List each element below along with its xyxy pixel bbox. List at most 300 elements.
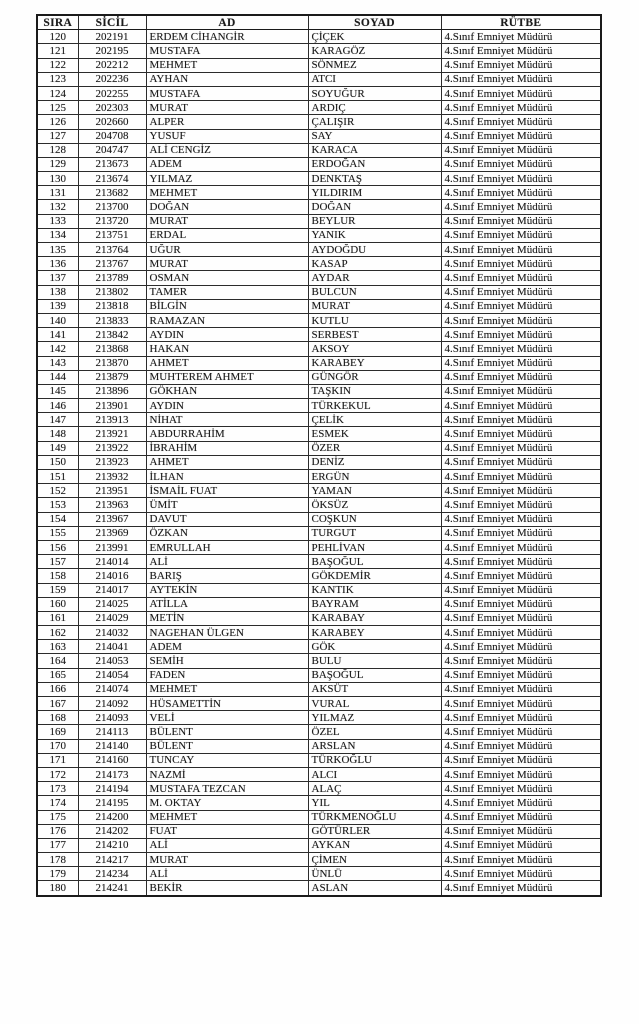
table-row (37, 824, 601, 838)
cell-sira: 146 (37, 399, 78, 413)
cell-ad: TUNCAY (146, 753, 308, 767)
table-row (37, 285, 601, 299)
table-row (37, 356, 601, 370)
table-row (37, 810, 601, 824)
cell-ad: ALPER (146, 115, 308, 129)
cell-sira: 142 (37, 342, 78, 356)
table-row (37, 214, 601, 228)
cell-soyad: BEYLUR (308, 214, 441, 228)
cell-rutbe: 4.Sınıf Emniyet Müdürü (441, 143, 601, 157)
cell-sicil: 202195 (78, 44, 146, 58)
cell-sicil: 213868 (78, 342, 146, 356)
cell-ad: BÜLENT (146, 725, 308, 739)
cell-rutbe: 4.Sınıf Emniyet Müdürü (441, 129, 601, 143)
cell-sira: 135 (37, 243, 78, 257)
table-row (37, 711, 601, 725)
table-row (37, 555, 601, 569)
table-row (37, 540, 601, 554)
cell-sira: 160 (37, 597, 78, 611)
cell-sira: 175 (37, 810, 78, 824)
cell-soyad: BAYRAM (308, 597, 441, 611)
cell-rutbe: 4.Sınıf Emniyet Müdürü (441, 697, 601, 711)
cell-soyad: ALCI (308, 767, 441, 781)
cell-soyad: ÖZER (308, 441, 441, 455)
cell-ad: ALİ (146, 838, 308, 852)
cell-soyad: YANIK (308, 228, 441, 242)
cell-sicil: 213802 (78, 285, 146, 299)
cell-sicil: 214053 (78, 654, 146, 668)
cell-rutbe: 4.Sınıf Emniyet Müdürü (441, 470, 601, 484)
column-header-rutbe: RÜTBE (441, 15, 601, 30)
cell-soyad: AKSOY (308, 342, 441, 356)
cell-ad: ADEM (146, 640, 308, 654)
table-row (37, 399, 601, 413)
cell-sira: 154 (37, 512, 78, 526)
cell-sicil: 202255 (78, 86, 146, 100)
cell-sicil: 213674 (78, 172, 146, 186)
cell-ad: AYTEKİN (146, 583, 308, 597)
column-header-sicil: SİCİL (78, 15, 146, 30)
cell-ad: RAMAZAN (146, 313, 308, 327)
cell-sira: 144 (37, 370, 78, 384)
cell-soyad: ÜNLÜ (308, 867, 441, 881)
cell-soyad: ÇİÇEK (308, 30, 441, 44)
cell-rutbe: 4.Sınıf Emniyet Müdürü (441, 384, 601, 398)
cell-sicil: 213751 (78, 228, 146, 242)
cell-ad: EMRULLAH (146, 540, 308, 554)
cell-rutbe: 4.Sınıf Emniyet Müdürü (441, 172, 601, 186)
cell-soyad: ESMEK (308, 427, 441, 441)
cell-sira: 127 (37, 129, 78, 143)
cell-soyad: ARSLAN (308, 739, 441, 753)
table-header-row (37, 15, 601, 30)
table-row (37, 767, 601, 781)
cell-sira: 148 (37, 427, 78, 441)
cell-rutbe: 4.Sınıf Emniyet Müdürü (441, 583, 601, 597)
cell-rutbe: 4.Sınıf Emniyet Müdürü (441, 796, 601, 810)
cell-sira: 167 (37, 697, 78, 711)
cell-rutbe: 4.Sınıf Emniyet Müdürü (441, 44, 601, 58)
cell-sicil: 213967 (78, 512, 146, 526)
table-row (37, 44, 601, 58)
cell-ad: FUAT (146, 824, 308, 838)
cell-rutbe: 4.Sınıf Emniyet Müdürü (441, 626, 601, 640)
cell-sicil: 213879 (78, 370, 146, 384)
cell-soyad: KARACA (308, 143, 441, 157)
cell-soyad: ALAÇ (308, 782, 441, 796)
cell-sira: 121 (37, 44, 78, 58)
cell-sicil: 214210 (78, 838, 146, 852)
cell-sira: 141 (37, 328, 78, 342)
cell-rutbe: 4.Sınıf Emniyet Müdürü (441, 597, 601, 611)
cell-sicil: 213932 (78, 470, 146, 484)
cell-ad: BEKİR (146, 881, 308, 896)
cell-soyad: YIL (308, 796, 441, 810)
table-row (37, 186, 601, 200)
cell-sira: 180 (37, 881, 78, 896)
cell-rutbe: 4.Sınıf Emniyet Müdürü (441, 526, 601, 540)
cell-soyad: KUTLU (308, 313, 441, 327)
cell-rutbe: 4.Sınıf Emniyet Müdürü (441, 668, 601, 682)
cell-ad: HAKAN (146, 342, 308, 356)
table-row (37, 611, 601, 625)
cell-ad: MUSTAFA (146, 86, 308, 100)
table-row (37, 626, 601, 640)
cell-sira: 130 (37, 172, 78, 186)
cell-ad: MEHMET (146, 186, 308, 200)
cell-sira: 172 (37, 767, 78, 781)
cell-ad: OSMAN (146, 271, 308, 285)
cell-ad: NİHAT (146, 413, 308, 427)
cell-rutbe: 4.Sınıf Emniyet Müdürü (441, 569, 601, 583)
cell-soyad: SÖNMEZ (308, 58, 441, 72)
table-row (37, 115, 601, 129)
cell-soyad: KARABAY (308, 611, 441, 625)
cell-ad: NAGEHAN ÜLGEN (146, 626, 308, 640)
cell-soyad: GÖTÜRLER (308, 824, 441, 838)
cell-sicil: 214200 (78, 810, 146, 824)
cell-sira: 136 (37, 257, 78, 271)
cell-soyad: ÇELİK (308, 413, 441, 427)
cell-sicil: 214173 (78, 767, 146, 781)
cell-rutbe: 4.Sınıf Emniyet Müdürü (441, 498, 601, 512)
cell-rutbe: 4.Sınıf Emniyet Müdürü (441, 328, 601, 342)
table-row (37, 413, 601, 427)
cell-soyad: KARABEY (308, 626, 441, 640)
cell-sira: 129 (37, 157, 78, 171)
cell-rutbe: 4.Sınıf Emniyet Müdürü (441, 342, 601, 356)
cell-sicil: 213767 (78, 257, 146, 271)
cell-sira: 126 (37, 115, 78, 129)
cell-rutbe: 4.Sınıf Emniyet Müdürü (441, 370, 601, 384)
cell-sicil: 214041 (78, 640, 146, 654)
cell-sicil: 214113 (78, 725, 146, 739)
cell-rutbe: 4.Sınıf Emniyet Müdürü (441, 271, 601, 285)
column-header-sira: SIRA (37, 15, 78, 30)
cell-rutbe: 4.Sınıf Emniyet Müdürü (441, 243, 601, 257)
cell-ad: BARIŞ (146, 569, 308, 583)
cell-soyad: SAY (308, 129, 441, 143)
cell-sira: 162 (37, 626, 78, 640)
cell-ad: TAMER (146, 285, 308, 299)
cell-sira: 143 (37, 356, 78, 370)
cell-sira: 149 (37, 441, 78, 455)
cell-sira: 170 (37, 739, 78, 753)
cell-sicil: 213921 (78, 427, 146, 441)
table-row (37, 569, 601, 583)
table-row (37, 526, 601, 540)
cell-soyad: SOYUĞUR (308, 86, 441, 100)
table-row (37, 328, 601, 342)
cell-soyad: BULCUN (308, 285, 441, 299)
cell-sira: 163 (37, 640, 78, 654)
cell-soyad: COŞKUN (308, 512, 441, 526)
cell-soyad: KASAP (308, 257, 441, 271)
cell-ad: AHMET (146, 455, 308, 469)
cell-ad: VELİ (146, 711, 308, 725)
cell-sira: 173 (37, 782, 78, 796)
cell-soyad: TÜRKMENOĞLU (308, 810, 441, 824)
cell-soyad: PEHLİVAN (308, 540, 441, 554)
cell-ad: ÖZKAN (146, 526, 308, 540)
cell-soyad: KARAGÖZ (308, 44, 441, 58)
table-row (37, 157, 601, 171)
cell-sira: 137 (37, 271, 78, 285)
cell-sira: 152 (37, 484, 78, 498)
table-row (37, 682, 601, 696)
cell-sicil: 213969 (78, 526, 146, 540)
cell-sira: 168 (37, 711, 78, 725)
table-row (37, 739, 601, 753)
cell-sicil: 214025 (78, 597, 146, 611)
cell-soyad: GÜNGÖR (308, 370, 441, 384)
cell-ad: AYHAN (146, 72, 308, 86)
cell-rutbe: 4.Sınıf Emniyet Müdürü (441, 299, 601, 313)
cell-sicil: 213922 (78, 441, 146, 455)
cell-sira: 153 (37, 498, 78, 512)
cell-soyad: AYKAN (308, 838, 441, 852)
table-row (37, 86, 601, 100)
cell-soyad: ERGÜN (308, 470, 441, 484)
cell-rutbe: 4.Sınıf Emniyet Müdürü (441, 682, 601, 696)
cell-sira: 145 (37, 384, 78, 398)
cell-sicil: 204747 (78, 143, 146, 157)
cell-ad: MURAT (146, 257, 308, 271)
table-row (37, 384, 601, 398)
cell-sicil: 202303 (78, 101, 146, 115)
cell-ad: NAZMİ (146, 767, 308, 781)
cell-sira: 179 (37, 867, 78, 881)
cell-sira: 147 (37, 413, 78, 427)
cell-ad: MURAT (146, 853, 308, 867)
cell-sira: 133 (37, 214, 78, 228)
cell-ad: ERDAL (146, 228, 308, 242)
cell-sicil: 202660 (78, 115, 146, 129)
table-row (37, 271, 601, 285)
cell-rutbe: 4.Sınıf Emniyet Müdürü (441, 611, 601, 625)
cell-rutbe: 4.Sınıf Emniyet Müdürü (441, 186, 601, 200)
cell-sira: 140 (37, 313, 78, 327)
cell-soyad: YILDIRIM (308, 186, 441, 200)
cell-ad: AYDIN (146, 399, 308, 413)
table-row (37, 583, 601, 597)
table-row (37, 370, 601, 384)
cell-rutbe: 4.Sınıf Emniyet Müdürü (441, 555, 601, 569)
table-row (37, 143, 601, 157)
cell-sira: 131 (37, 186, 78, 200)
cell-rutbe: 4.Sınıf Emniyet Müdürü (441, 512, 601, 526)
cell-soyad: ÖKSÜZ (308, 498, 441, 512)
cell-ad: METİN (146, 611, 308, 625)
cell-sicil: 213901 (78, 399, 146, 413)
cell-soyad: DENKTAŞ (308, 172, 441, 186)
cell-sicil: 214029 (78, 611, 146, 625)
cell-ad: HÜSAMETTİN (146, 697, 308, 711)
cell-ad: BÜLENT (146, 739, 308, 753)
cell-soyad: SERBEST (308, 328, 441, 342)
cell-rutbe: 4.Sınıf Emniyet Müdürü (441, 413, 601, 427)
cell-rutbe: 4.Sınıf Emniyet Müdürü (441, 399, 601, 413)
table-row (37, 853, 601, 867)
cell-rutbe: 4.Sınıf Emniyet Müdürü (441, 753, 601, 767)
cell-soyad: AYDAR (308, 271, 441, 285)
cell-rutbe: 4.Sınıf Emniyet Müdürü (441, 838, 601, 852)
cell-soyad: TÜRKOĞLU (308, 753, 441, 767)
cell-sicil: 213833 (78, 313, 146, 327)
cell-sira: 157 (37, 555, 78, 569)
cell-ad: AHMET (146, 356, 308, 370)
cell-soyad: ERDOĞAN (308, 157, 441, 171)
table-row (37, 342, 601, 356)
cell-rutbe: 4.Sınıf Emniyet Müdürü (441, 654, 601, 668)
cell-rutbe: 4.Sınıf Emniyet Müdürü (441, 767, 601, 781)
cell-soyad: GÖK (308, 640, 441, 654)
cell-sira: 171 (37, 753, 78, 767)
cell-sicil: 213842 (78, 328, 146, 342)
cell-ad: MUHTEREM AHMET (146, 370, 308, 384)
table-row (37, 200, 601, 214)
cell-sira: 164 (37, 654, 78, 668)
cell-sira: 128 (37, 143, 78, 157)
cell-ad: ATİLLA (146, 597, 308, 611)
cell-sira: 120 (37, 30, 78, 44)
cell-sicil: 214017 (78, 583, 146, 597)
cell-sicil: 202236 (78, 72, 146, 86)
cell-ad: BİLGİN (146, 299, 308, 313)
cell-sira: 161 (37, 611, 78, 625)
cell-ad: FADEN (146, 668, 308, 682)
cell-ad: ÜMİT (146, 498, 308, 512)
table-row (37, 867, 601, 881)
cell-sira: 174 (37, 796, 78, 810)
cell-sira: 122 (37, 58, 78, 72)
cell-ad: MURAT (146, 101, 308, 115)
cell-rutbe: 4.Sınıf Emniyet Müdürü (441, 782, 601, 796)
table-row (37, 697, 601, 711)
cell-ad: YUSUF (146, 129, 308, 143)
table-row (37, 313, 601, 327)
cell-soyad: ARDIÇ (308, 101, 441, 115)
cell-sicil: 214093 (78, 711, 146, 725)
cell-soyad: BAŞOĞUL (308, 555, 441, 569)
cell-ad: İLHAN (146, 470, 308, 484)
cell-ad: M. OKTAY (146, 796, 308, 810)
cell-sira: 159 (37, 583, 78, 597)
cell-rutbe: 4.Sınıf Emniyet Müdürü (441, 101, 601, 115)
cell-ad: GÖKHAN (146, 384, 308, 398)
cell-rutbe: 4.Sınıf Emniyet Müdürü (441, 824, 601, 838)
cell-ad: MUSTAFA (146, 44, 308, 58)
cell-ad: İBRAHİM (146, 441, 308, 455)
table-row (37, 668, 601, 682)
table-row (37, 640, 601, 654)
cell-sicil: 214234 (78, 867, 146, 881)
cell-ad: MURAT (146, 214, 308, 228)
cell-sira: 125 (37, 101, 78, 115)
table-row (37, 654, 601, 668)
table-row (37, 881, 601, 896)
table-row (37, 498, 601, 512)
cell-sira: 155 (37, 526, 78, 540)
table-row (37, 299, 601, 313)
table-row (37, 72, 601, 86)
table-row (37, 838, 601, 852)
cell-rutbe: 4.Sınıf Emniyet Müdürü (441, 285, 601, 299)
cell-rutbe: 4.Sınıf Emniyet Müdürü (441, 313, 601, 327)
cell-rutbe: 4.Sınıf Emniyet Müdürü (441, 810, 601, 824)
cell-sicil: 213991 (78, 540, 146, 554)
cell-ad: MEHMET (146, 682, 308, 696)
table-row (37, 228, 601, 242)
cell-soyad: DENİZ (308, 455, 441, 469)
cell-sicil: 213913 (78, 413, 146, 427)
cell-sira: 132 (37, 200, 78, 214)
cell-rutbe: 4.Sınıf Emniyet Müdürü (441, 540, 601, 554)
cell-ad: ALİ CENGİZ (146, 143, 308, 157)
cell-sira: 150 (37, 455, 78, 469)
cell-sicil: 214202 (78, 824, 146, 838)
cell-sira: 169 (37, 725, 78, 739)
cell-sira: 176 (37, 824, 78, 838)
cell-ad: SEMİH (146, 654, 308, 668)
table-row (37, 257, 601, 271)
cell-rutbe: 4.Sınıf Emniyet Müdürü (441, 853, 601, 867)
cell-soyad: KANTIK (308, 583, 441, 597)
table-row (37, 470, 601, 484)
cell-soyad: BULU (308, 654, 441, 668)
cell-sicil: 213764 (78, 243, 146, 257)
cell-soyad: ÇİMEN (308, 853, 441, 867)
cell-rutbe: 4.Sınıf Emniyet Müdürü (441, 86, 601, 100)
cell-sicil: 213963 (78, 498, 146, 512)
cell-ad: MEHMET (146, 810, 308, 824)
table-row (37, 58, 601, 72)
cell-ad: İSMAİL FUAT (146, 484, 308, 498)
cell-sicil: 213682 (78, 186, 146, 200)
table-row (37, 597, 601, 611)
cell-soyad: AKSÜT (308, 682, 441, 696)
column-header-ad: AD (146, 15, 308, 30)
table-body (37, 30, 601, 896)
cell-ad: ERDEM CİHANGİR (146, 30, 308, 44)
cell-sicil: 213896 (78, 384, 146, 398)
cell-ad: ADEM (146, 157, 308, 171)
cell-rutbe: 4.Sınıf Emniyet Müdürü (441, 214, 601, 228)
cell-rutbe: 4.Sınıf Emniyet Müdürü (441, 58, 601, 72)
cell-sira: 166 (37, 682, 78, 696)
cell-sicil: 214016 (78, 569, 146, 583)
cell-soyad: GÖKDEMİR (308, 569, 441, 583)
cell-soyad: YILMAZ (308, 711, 441, 725)
table-row (37, 427, 601, 441)
cell-ad: ABDURRAHİM (146, 427, 308, 441)
table-row (37, 30, 601, 44)
cell-sicil: 214160 (78, 753, 146, 767)
table-row (37, 725, 601, 739)
cell-soyad: BAŞOĞUL (308, 668, 441, 682)
cell-sicil: 202191 (78, 30, 146, 44)
cell-rutbe: 4.Sınıf Emniyet Müdürü (441, 427, 601, 441)
cell-rutbe: 4.Sınıf Emniyet Müdürü (441, 867, 601, 881)
cell-rutbe: 4.Sınıf Emniyet Müdürü (441, 356, 601, 370)
cell-soyad: KARABEY (308, 356, 441, 370)
cell-sicil: 214074 (78, 682, 146, 696)
cell-rutbe: 4.Sınıf Emniyet Müdürü (441, 115, 601, 129)
cell-rutbe: 4.Sınıf Emniyet Müdürü (441, 72, 601, 86)
cell-sicil: 213720 (78, 214, 146, 228)
cell-sira: 139 (37, 299, 78, 313)
personnel-table (36, 14, 602, 897)
